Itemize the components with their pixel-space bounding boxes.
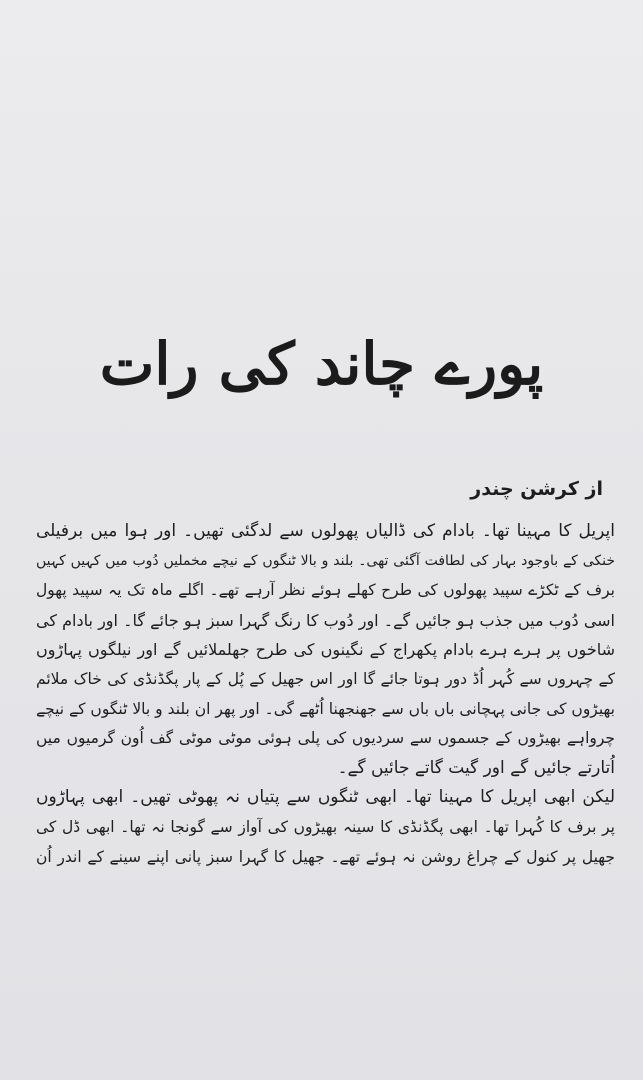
- text-line: لیکن ابھی اپریل کا مہینا تھا۔ ابھی ٹنگوں سے پتیاں نہ پھوٹی تھیں۔ ابھی پہاڑوں: [36, 787, 615, 808]
- text-line: چرواہے بھیڑوں کے جسموں سے سردیوں کی پلی ہوئی موٹی موٹی گف اُون گرمیوں میں: [36, 729, 615, 748]
- text-line: اُتارتے جائیں گے اور گیت گاتے جائیں گے۔: [337, 757, 615, 778]
- author-byline: از کرشن چندر: [470, 478, 603, 500]
- text-line: جھیل پر کنول کے چراغ روشن نہ ہوئے تھے۔ جھیل کا گہرا سبز پانی اپنے سینے کے اندر اُن: [36, 847, 615, 866]
- text-line: برف کے ٹکڑے سپید پھولوں کی طرح کھلے ہوئے نظر آرہے تھے۔ اگلے ماہ تک یہ سپید پھول: [36, 581, 615, 600]
- text-line: شاخوں پر ہرے ہرے بادام پکھراج کے نگینوں کی طرح جھلملائیں گے اور نیلگوں پہاڑوں: [36, 640, 615, 660]
- text-line: بھیڑوں کی جانی پہچانی باں باں سے جھنجھنا اُٹھے گی۔ اور پھر ان بلند و بالا ٹنگوں کے نیچے: [36, 699, 615, 718]
- story-body: [36, 517, 615, 872]
- text-line: کے چہروں سے کُہر اُڈ دور ہوتا جائے گا اور اس جھیل کے پُل کے پار پگڈنڈی کی خاک ملائم: [36, 669, 615, 688]
- text-line: اسی دُوب میں جذب ہو جائیں گے۔ اور دُوب کا رنگ گہرا سبز ہو جائے گا۔ اور بادام کی: [36, 610, 615, 630]
- story-title: پورے چاند کی رات: [99, 330, 544, 398]
- text-line: پر برف کا کُہرا تھا۔ ابھی پگڈنڈی کا سینہ بھیڑوں کی آواز سے گونجا نہ تھا۔ ابھی ڈل کی: [36, 817, 615, 836]
- text-line: خنکی کے باوجود بہار کی لطافت آگئی تھی۔ بلند و بالا ٹنگوں کے نیچے مخملیں دُوب میں کہیں کہیں: [36, 552, 615, 569]
- text-line: اپریل کا مہینا تھا۔ بادام کی ڈالیاں پھولوں سے لدگئی تھیں۔ اور ہوا میں برفیلی: [36, 521, 615, 541]
